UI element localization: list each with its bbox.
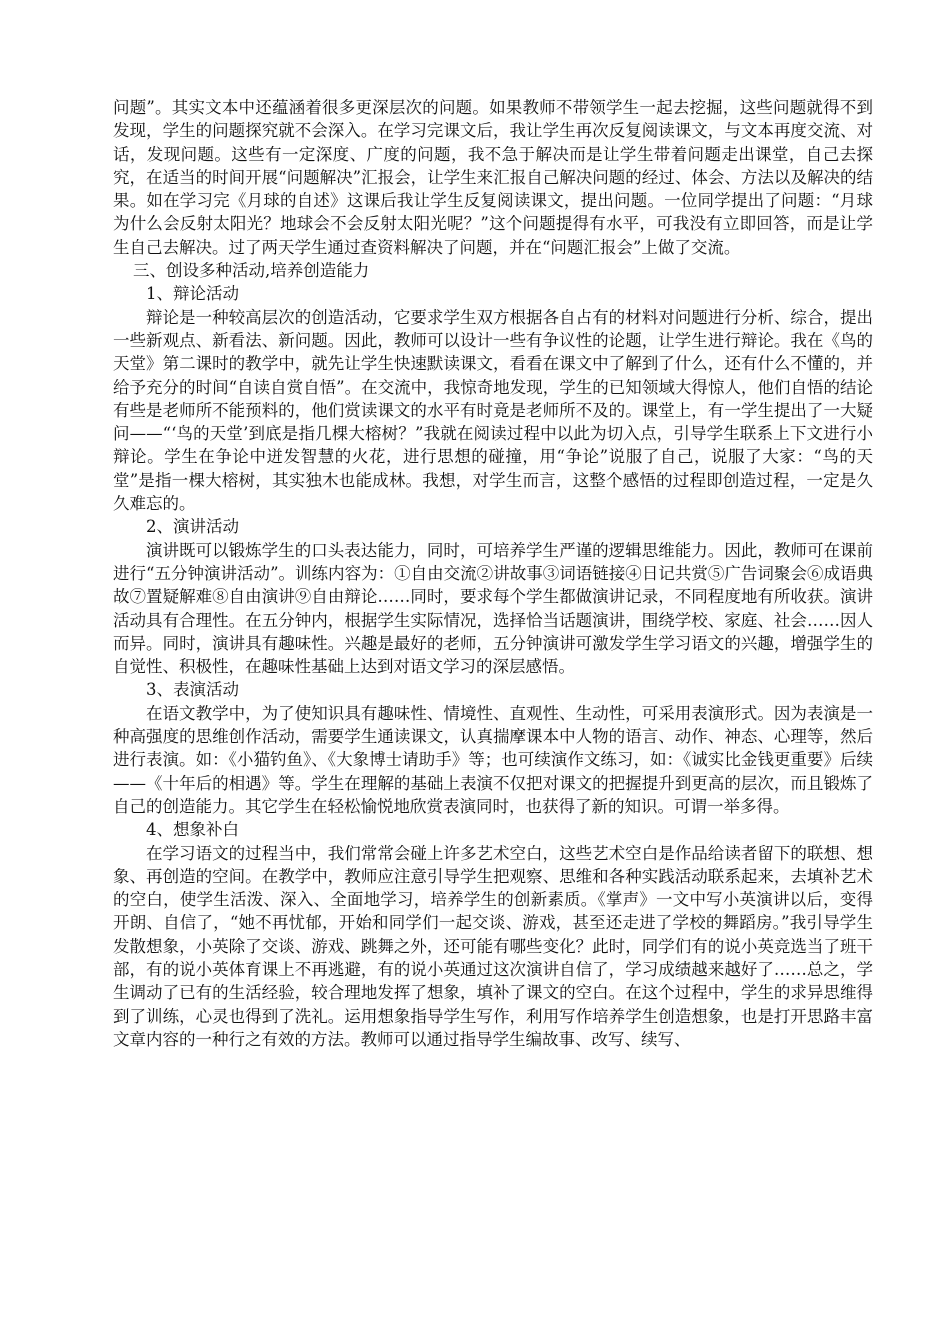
subheading-speech: 2、演讲活动: [146, 517, 239, 537]
paragraph-performance: 在语文教学中，为了使知识具有趣味性、情境性、直观性、生动性，可采用表演形式。因为表演是一种高强度的思维创作活动，需要学生通读课文，认真揣摩课本中人物的语言、动作、神态、心理等，然后进行表演。如：《小猫钓鱼》、《大象博士请助手》等；也可续演作文练习，如：《诚实比金钱更重要》后续——《十年后的相遇》等。学生在理解的基础上表演不仅把对课文的把握提升到更高的层次，而且锻炼了自己的创造能力。其它学生在轻松愉悦地欣赏表演同时，也获得了新的知识。可谓一举多得。: [113, 703, 873, 816]
paragraph-speech: 演讲既可以锻炼学生的口头表达能力，同时，可培养学生严谨的逻辑思维能力。因此，教师可在课前进行“五分钟演讲活动”。训练内容为：①自由交流②讲故事③词语链接④日记共赏⑤广告词聚会⑥成语典故⑦置疑解难⑧自由演讲⑨自由辩论……同时，要求每个学生都做演讲记录，不同程度地有所收获。演讲活动具有合理性。在五分钟内，根据学生实际情况，选择恰当话题演讲，围绕学校、家庭、社会……因人而异。同时，演讲具有趣味性。兴趣是最好的老师，五分钟演讲可激发学生学习语文的兴趣，增强学生的自觉性、积极性，在趣味性基础上达到对语文学习的深层感悟。: [113, 540, 873, 677]
paragraph-imagination: 在学习语文的过程当中，我们常常会碰上许多艺术空白，这些艺术空白是作品给读者留下的联想、想象、再创造的空间。在教学中，教师应注意引导学生把观察、思维和各种实践活动联系起来，去填补艺术的空白，使学生活泼、深入、全面地学习，培养学生的创新素质。《掌声》一文中写小英演讲以后，变得开朗、自信了，“她不再忧郁，开始和同学们一起交谈、游戏，甚至还走进了学校的舞蹈房。”我引导学生发散想象，小英除了交谈、游戏、跳舞之外，还可能有哪些变化？此时，同学们有的说小英竞选当了班干部，有的说小英体育课上不再逃避，有的说小英通过这次演讲自信了，学习成绩越来越好了……总之，学生调动了已有的生活经验，较合理地发挥了想象，填补了课文的空白。在这个过程中，学生的求异思维得到了训练，心灵也得到了洗礼。运用想象指导学生写作，利用写作培养学生创造想象，也是打开思路丰富文章内容的一种行之有效的方法。教师可以通过指导学生编故事、改写、续写、: [113, 843, 873, 1049]
subheading-performance: 3、表演活动: [146, 680, 239, 700]
subheading-debate: 1、辩论活动: [146, 284, 239, 304]
paragraph-debate: 辩论是一种较高层次的创造活动，它要求学生双方根据各自占有的材料对问题进行分析、综合，提出一些新观点、新看法、新问题。因此，教师可以设计一些有争议性的论题，让学生进行辩论。我在《鸟的天堂》第二课时的教学中，就先让学生快速默读课文，看看在课文中了解到了什么，还有什么不懂的，并给予充分的时间“自读自赏自悟”。在交流中，我惊奇地发现，学生的已知领域大得惊人，他们自悟的结论有些是老师所不能预料的，他们赏读课文的水平有时竟是老师所不及的。课堂上，有一学生提出了一大疑问——“‘鸟的天堂’到底是指几棵大榕树？”我就在阅读过程中以此为切入点，引导学生联系上下文进行小辩论。学生在争论中迸发智慧的火花，进行思想的碰撞，用“争论”说服了自己，说服了大家：“鸟的天堂”是指一棵大榕树，其实独木也能成林。我想，对学生而言，这整个感悟的过程即创造过程，一定是久久难忘的。: [113, 307, 873, 514]
document-body: [113, 96, 873, 1051]
paragraph-problem-solving: 问题”。其实文本中还蕴涵着很多更深层次的问题。如果教师不带领学生一起去挖掘，这些问题就得不到发现，学生的问题探究就不会深入。在学习完课文后，我让学生再次反复阅读课文，与文本再度交流、对话，发现问题。这些有一定深度、广度的问题，我不急于解决而是让学生带着问题走出课堂，自己去探究，在适当的时间开展“问题解决”汇报会，让学生来汇报自己解决问题的经过、体会、方法以及解决的结果。如在学习完《月球的自述》这课后我让学生反复阅读课文，提出问题。一位同学提出了问题：“月球为什么会反射太阳光？地球会不会反射太阳光呢？”这个问题提得有水平，可我没有立即回答，而是让学生自己去解决。过了两天学生通过查资料解决了问题，并在“问题汇报会”上做了交流。: [113, 98, 873, 257]
subheading-imagination: 4、想象补白: [146, 820, 239, 840]
section-heading-activities: 三、创设多种活动,培养创造能力: [133, 261, 370, 281]
